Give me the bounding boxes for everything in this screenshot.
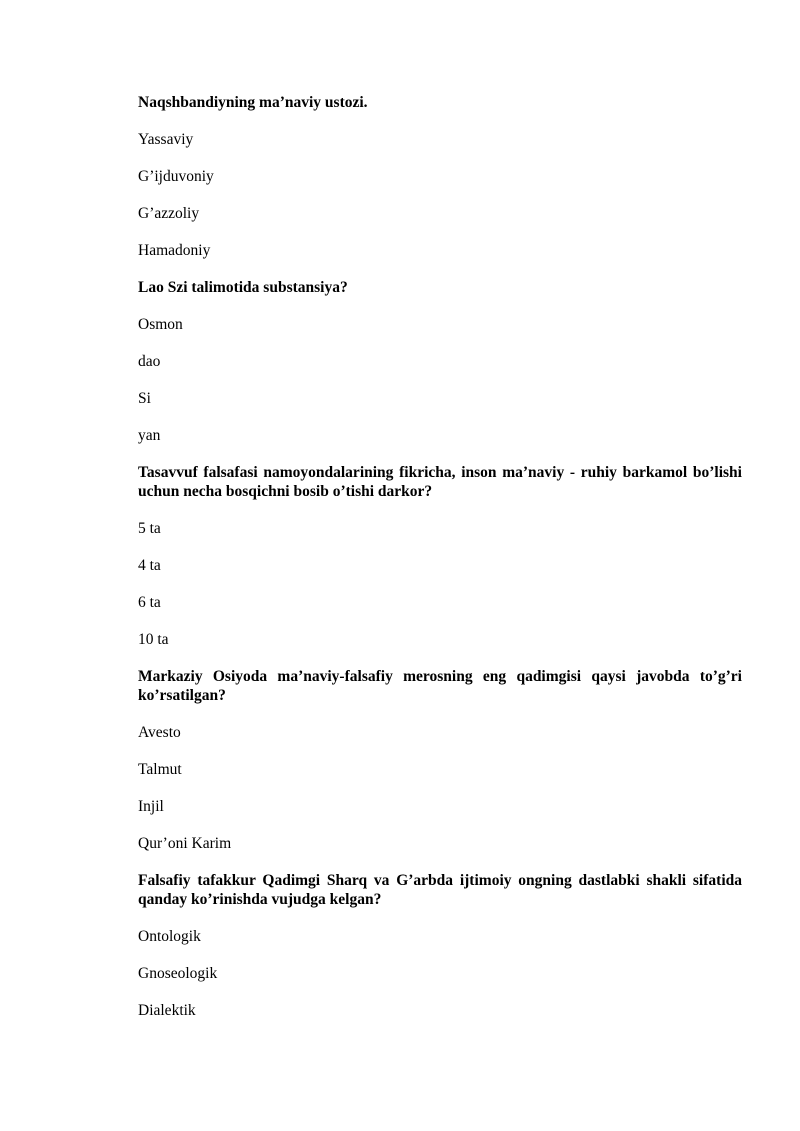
question-3-option-2: 4 ta: [138, 557, 161, 574]
question-1-option-3: G’azzoliy: [138, 205, 200, 222]
question-1: Naqshbandiyning ma’naviy ustozi.: [138, 94, 368, 111]
question-1-option-2: G’ijduvoniy: [138, 168, 214, 185]
question-5-option-2: Gnoseologik: [138, 965, 218, 982]
question-5: Falsafiy tafakkur Qadimgi Sharq va G’arbda ijtimoiy ongning dastlabki shakli sifatida qanday ko’rinishda vujudga kelgan?: [138, 872, 742, 908]
question-1-option-1: Yassaviy: [138, 131, 194, 148]
question-1-option-4: Hamadoniy: [138, 242, 211, 259]
question-2-option-2: dao: [138, 353, 161, 370]
question-4-option-4: Qur’oni Karim: [138, 835, 232, 852]
question-2-option-3: Si: [138, 390, 151, 407]
question-4-option-2: Talmut: [138, 761, 182, 778]
question-2: Lao Szi talimotida substansiya?: [138, 279, 348, 296]
question-4-option-3: Injil: [138, 798, 164, 815]
question-5-option-3: Dialektik: [138, 1002, 196, 1019]
question-3-option-4: 10 ta: [138, 631, 169, 648]
question-4-option-1: Avesto: [138, 724, 181, 741]
question-3: Tasavvuf falsafasi namoyondalarining fikricha, inson ma’naviy - ruhiy barkamol bo’lishi uchun necha bosqichni bosib o’tishi darkor?: [138, 464, 742, 500]
question-2-option-4: yan: [138, 427, 161, 444]
question-5-option-1: Ontologik: [138, 928, 201, 945]
question-3-option-3: 6 ta: [138, 594, 161, 611]
question-3-option-1: 5 ta: [138, 520, 161, 537]
question-2-option-1: Osmon: [138, 316, 183, 333]
quiz-content: [138, 93, 742, 1020]
question-4: Markaziy Osiyoda ma’naviy-falsafiy merosning eng qadimgisi qaysi javobda to’g’ri ko’rsatilgan?: [138, 668, 742, 704]
